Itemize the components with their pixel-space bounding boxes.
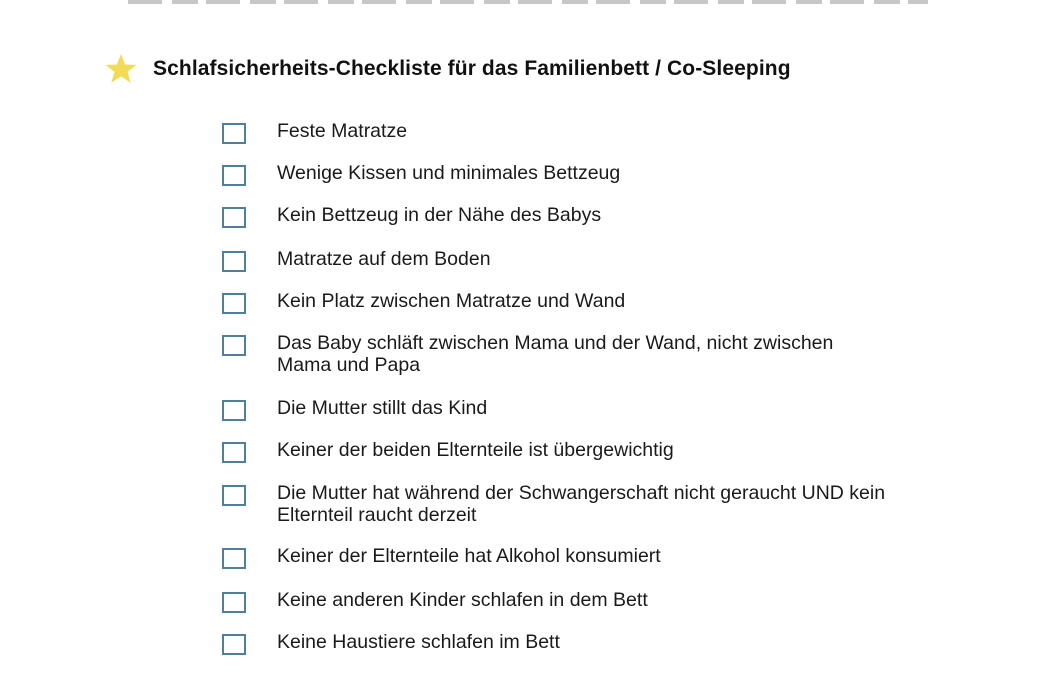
checkbox[interactable] <box>222 442 246 463</box>
checklist-item-label: Keiner der beiden Elternteile ist übergewichtig <box>277 439 674 461</box>
checklist-item <box>222 204 887 228</box>
checkbox[interactable] <box>222 123 246 144</box>
checklist-item <box>222 162 887 186</box>
checkbox[interactable] <box>222 251 246 272</box>
checklist-item <box>222 439 887 463</box>
checklist-item-label: Kein Platz zwischen Matratze und Wand <box>277 290 626 312</box>
checklist-item-label: Die Mutter hat während der Schwangerschaft nicht geraucht UND kein Elternteil raucht derzeit <box>277 482 886 526</box>
checkbox[interactable] <box>222 165 246 186</box>
checklist-item <box>222 545 887 569</box>
checklist-item-label: Keine Haustiere schlafen im Bett <box>277 631 560 653</box>
cropped-text-line <box>128 0 928 6</box>
checkbox[interactable] <box>222 335 246 356</box>
checklist-item <box>222 589 887 613</box>
checklist-item <box>222 332 887 376</box>
checklist-item-label: Wenige Kissen und minimales Bettzeug <box>277 162 621 184</box>
checkbox[interactable] <box>222 400 246 421</box>
checklist-item <box>222 290 887 314</box>
checklist-title: Schlafsicherheits-Checkliste für das Familienbett / Co-Sleeping <box>153 57 791 80</box>
checklist-item <box>222 120 887 144</box>
checklist-item <box>222 248 887 272</box>
checklist-item-label: Keiner der Elternteile hat Alkohol konsumiert <box>277 545 661 567</box>
checkbox[interactable] <box>222 634 246 655</box>
checkbox[interactable] <box>222 293 246 314</box>
checklist-item-label: Kein Bettzeug in der Nähe des Babys <box>277 204 602 226</box>
checklist-item-label: Feste Matratze <box>277 120 408 142</box>
checklist-item-label: Das Baby schläft zwischen Mama und der Wand, nicht zwischen Mama und Papa <box>277 332 834 376</box>
checkbox[interactable] <box>222 207 246 228</box>
checklist-item <box>222 397 887 421</box>
star-icon <box>104 52 138 86</box>
checklist-item-label: Die Mutter stillt das Kind <box>277 397 488 419</box>
checklist-item-label: Keine anderen Kinder schlafen in dem Bett <box>277 589 648 611</box>
checkbox[interactable] <box>222 485 246 506</box>
checklist-item <box>222 482 887 526</box>
cropped-text-fragment <box>128 0 928 4</box>
checkbox[interactable] <box>222 548 246 569</box>
checklist-item-label: Matratze auf dem Boden <box>277 248 491 270</box>
checklist-item <box>222 631 887 655</box>
checklist-heading <box>104 52 791 86</box>
checkbox[interactable] <box>222 592 246 613</box>
